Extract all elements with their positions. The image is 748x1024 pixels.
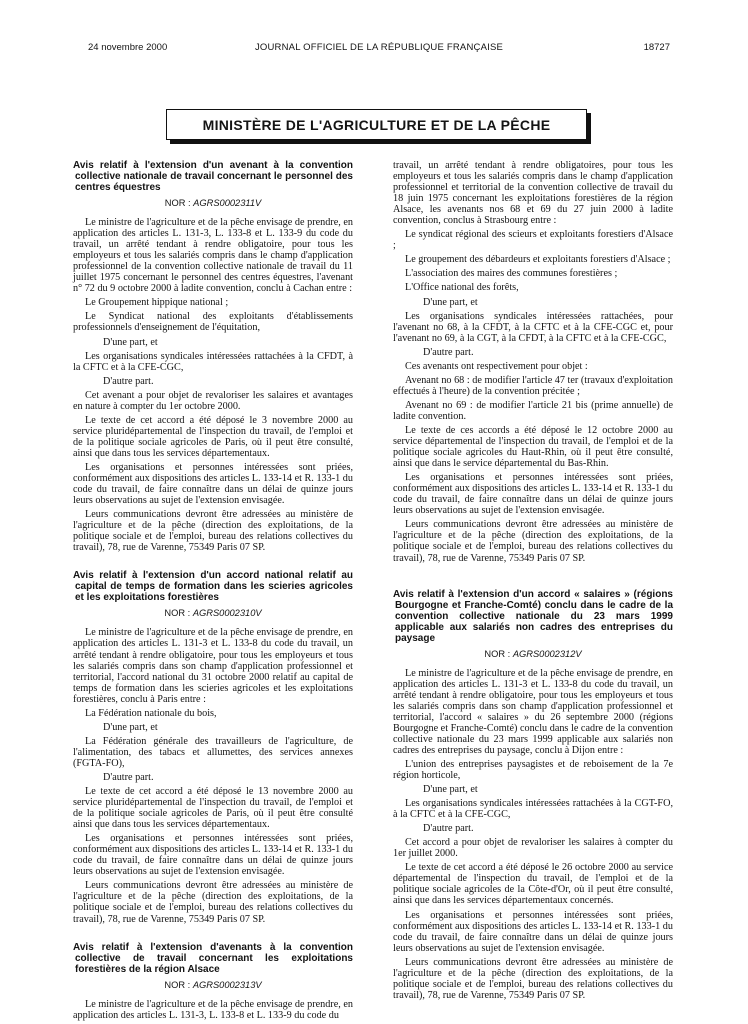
paragraph: D'autre part. <box>103 771 154 783</box>
spacer <box>73 928 353 942</box>
paragraph: D'une part, et <box>103 721 158 733</box>
paragraph: Le Groupement hippique national ; <box>85 297 229 309</box>
ministry-title: MINISTÈRE DE L'AGRICULTURE ET DE LA PÊCHE <box>202 116 551 133</box>
paragraph: Leurs communications devront être adressées au ministère de l'agriculture et de la pêche (direction des exploitations, de la politique sociale et de l'emploi, bureau des relations collectives du travail), 78, rue de Varenne, 75349 Paris 07 SP. <box>393 519 673 564</box>
paragraph: D'une part, et <box>423 784 478 796</box>
notice-forestieres-alsace-continued <box>393 160 673 564</box>
paragraph: Leurs communications devront être adressées au ministère de l'agriculture et de la pêche (direction des exploitations, de la politique sociale et de l'emploi, bureau des relations collectives du travail), 78, rue de Varenne, 75349 Paris 07 SP. <box>393 956 673 1001</box>
paragraph: D'une part, et <box>103 336 158 348</box>
paragraph: Leurs communications devront être adressées au ministère de l'agriculture et de la pêche (direction des exploitations, de la politique sociale et de l'emploi, bureau des relations collectives du travail), 78, rue de Varenne, 75349 Paris 07 SP. <box>73 509 353 554</box>
paragraph: Ces avenants ont respectivement pour objet : <box>405 360 588 372</box>
paragraph: D'autre part. <box>103 375 154 387</box>
paragraph: Les organisations et personnes intéressées sont priées, conformément aux dispositions des articles L. 133-14 et R. 133-1 du code du travail, de faire connaître dans un délai de quinze jours leurs observations au sujet de l'extension envisagée. <box>73 833 353 878</box>
paragraph: L'union des entreprises paysagistes et de reboisement de la 7e région horticole, <box>393 758 673 782</box>
nor-reference: NOR : AGRS0002313V <box>164 979 262 990</box>
paragraph: L'Office national des forêts, <box>405 282 519 294</box>
paragraph: Cet accord a pour objet de revaloriser les salaires à compter du 1er juillet 2000. <box>393 837 673 860</box>
page-number: 18727 <box>643 42 670 53</box>
nor-code: AGRS0002310V <box>192 608 262 619</box>
nor-code: AGRS0002313V <box>192 979 262 990</box>
nor-reference: NOR : AGRS0002311V <box>164 198 262 208</box>
paragraph: Les organisations syndicales intéressées rattachées à la CGT-FO, à la CFTC et à la CFE-CGC, <box>393 798 673 821</box>
notice-title: Avis relatif à l'extension d'un accord national relatif au capital de temps de formation dans les scieries agricoles et les exploitations forestières <box>73 570 353 604</box>
spacer <box>73 556 353 570</box>
paragraph: Le Syndicat national des exploitants d'établissements professionnels d'enseignement de l'équitation, <box>73 311 353 334</box>
right-column <box>393 160 673 1004</box>
nor-reference: NOR : AGRS0002312V <box>484 648 582 659</box>
nor-reference: NOR : AGRS0002310V <box>164 608 262 619</box>
paragraph: Avenant no 68 : de modifier l'article 47 ter (travaux d'exploitation effectués à l'heure) de la convention précitée ; <box>393 374 673 397</box>
paragraph: Les organisations et personnes intéressées sont priées, conformément aux dispositions des articles L. 133-14 et R. 133-1 du code du travail, de faire connaître dans un délai de quinze jours leurs observations au sujet de l'extension envisagée. <box>73 461 353 507</box>
notice-title: Avis relatif à l'extension d'un accord « salaires » (régions Bourgogne et Franche-Comté) conclu dans le cadre de la convention collective nationale du 23 mars 1999 applicable aux salariés non cadres des entreprises du paysage <box>393 588 673 644</box>
paragraph: Le ministre de l'agriculture et de la pêche envisage de prendre, en application des articles L. 131-3, L. 133-8 et L. 133-9 du code du <box>73 998 353 1021</box>
paragraph: Le syndicat régional des scieurs et exploitants forestiers d'Alsace ; <box>393 229 673 252</box>
header-date: 24 novembre 2000 <box>88 42 168 53</box>
paragraph: Le texte de cet accord a été déposé le 3 novembre 2000 au service pluridépartemental de l'inspection du travail, de l'emploi et de la politique sociale agricoles de Paris, où il peut être consulté, ainsi que dans tous les services départementaux. <box>73 414 353 459</box>
paragraph: Le ministre de l'agriculture et de la pêche envisage de prendre, en application des articles L. 131-3 et L. 133-8 du code du travail, un arrêté tendant à rendre obligatoire, pour tous les employeurs et tous les salariés compris dans son champ d'application professionnel et territorial, l'accord « salaires » du 26 septembre 2000 (régions Bourgogne et Franche-Comté) conclu dans le cadre de la convention collective nationale du 23 mars 1999 applicable aux salariés non cadres des entreprises du paysage, conclu à Dijon entre : <box>393 667 673 756</box>
notice-scieries-formation <box>73 570 353 924</box>
paragraph: Les organisations et personnes intéressées sont priées, conformément aux dispositions des articles L. 133-14 et R. 133-1 du code du travail, de faire connaître dans un délai de quinze jours leurs observations au sujet de l'extension envisagée. <box>393 472 673 517</box>
left-column <box>73 160 353 1024</box>
nor-code: AGRS0002312V <box>512 648 582 659</box>
paragraph: La Fédération générale des travailleurs de l'agriculture, de l'alimentation, des tabacs et allumettes, des services annexes (FGTA-FO), <box>73 735 353 769</box>
paragraph: La Fédération nationale du bois, <box>85 707 217 719</box>
paragraph: Les organisations syndicales intéressées rattachées à la CFDT, à la CFTC et à la CFE-CGC, <box>73 350 353 373</box>
paragraph: Les organisations syndicales intéressées rattachées, pour l'avenant no 68, à la CFDT, à la CFTC et à la CFE-CGC et, pour l'avenant no 69, à la CGT, à la CFDT, à la CFTC et à la CFE-CGC, <box>393 310 673 344</box>
paragraph: D'une part, et <box>423 296 478 308</box>
ministry-banner <box>166 109 587 140</box>
notice-title: Avis relatif à l'extension d'un avenant à la convention collective nationale de travail concernant le personnel des centres équestres <box>73 160 353 193</box>
paragraph: Le ministre de l'agriculture et de la pêche envisage de prendre, en application des articles L. 131-3, L. 133-8 et L. 133-9 du code du travail, un arrêté tendant à rendre obligatoire, pour tous les employeurs et tous les salariés compris dans le champ d'application professionnel de la convention collective nationale de travail du 11 juillet 1975 concernant le personnel des centres équestres, l'avenant n° 72 du 9 octobre 2000 à ladite convention, conclu à Cachan entre : <box>73 217 353 295</box>
page-header <box>88 42 670 56</box>
paragraph: L'association des maires des communes forestières ; <box>405 268 618 280</box>
notice-centres-equestres <box>73 160 353 553</box>
paragraph: Le texte de cet accord a été déposé le 13 novembre 2000 au service pluridépartemental de l'inspection du travail, de l'emploi et de la politique sociale agricoles de Paris, où il peut être consulté ainsi que dans tous les services départementaux. <box>73 786 353 831</box>
paragraph: Le texte de cet accord a été déposé le 26 octobre 2000 au service départemental de l'inspection du travail, de l'emploi et de la politique sociale agricoles de la Côte-d'Or, où il peut être consulté, ainsi que dans les services départementaux concernés. <box>393 862 673 907</box>
paragraph: Leurs communications devront être adressées au ministère de l'agriculture et de la pêche (direction des exploitations, de la politique sociale et de l'emploi, bureau des relations collectives du travail), 78, rue de Varenne, 75349 Paris 07 SP. <box>73 880 353 925</box>
paragraph: Le ministre de l'agriculture et de la pêche envisage de prendre, en application des articles L. 131-3 et L. 133-8 du code du travail, un arrêté tendant à rendre obligatoire, pour tous les employeurs et tous les salariés compris dans son champ d'application professionnel et territorial, l'accord national du 31 octobre 2000 relatif au capital de temps de formation dans les scieries agricoles et les exploitations forestières, conclu à Paris entre : <box>73 627 353 705</box>
paragraph: D'autre part. <box>423 346 474 358</box>
paragraph: Le groupement des débardeurs et exploitants forestiers d'Alsace ; <box>405 254 671 266</box>
paragraph: Le texte de ces accords a été déposé le 12 octobre 2000 au service départemental de l'inspection du travail, de l'emploi et de la politique sociale agricoles du Haut-Rhin, où il peut être consulté, ainsi que dans le service départemental du Bas-Rhin. <box>393 424 673 470</box>
notice-title: Avis relatif à l'extension d'avenants à la convention collective de travail concernant les exploitations forestières de la région Alsace <box>73 941 353 975</box>
paragraph: Cet avenant a pour objet de revaloriser les salaires et avantages en nature à compter du 1er octobre 2000. <box>73 389 353 412</box>
journal-title: JOURNAL OFFICIEL DE LA RÉPUBLIQUE FRANÇAISE <box>254 42 504 53</box>
nor-code: AGRS0002311V <box>193 198 262 208</box>
paragraph: D'autre part. <box>423 823 474 835</box>
spacer <box>393 567 673 589</box>
paragraph: travail, un arrêté tendant à rendre obligatoires, pour tous les employeurs et tous les salariés compris dans le champ d'application professionnel et territorial de la convention collective de travail du 18 juin 1975 concernant les exploitations forestières de la région Alsace, les avenants nos 68 et 69 du 27 juin 2000 à ladite convention, conclus à Strasbourg entre : <box>393 160 673 227</box>
paragraph: Avenant no 69 : de modifier l'article 21 bis (prime annuelle) de ladite convention. <box>393 399 673 422</box>
notice-forestieres-alsace <box>73 942 353 1021</box>
notice-salaires-paysage <box>393 589 673 1001</box>
paragraph: Les organisations et personnes intéressées sont priées, conformément aux dispositions des articles L. 133-14 et R. 133-1 du code du travail, de faire connaître dans un délai de quinze jours leurs observations au sujet de l'extension envisagée. <box>393 909 673 954</box>
